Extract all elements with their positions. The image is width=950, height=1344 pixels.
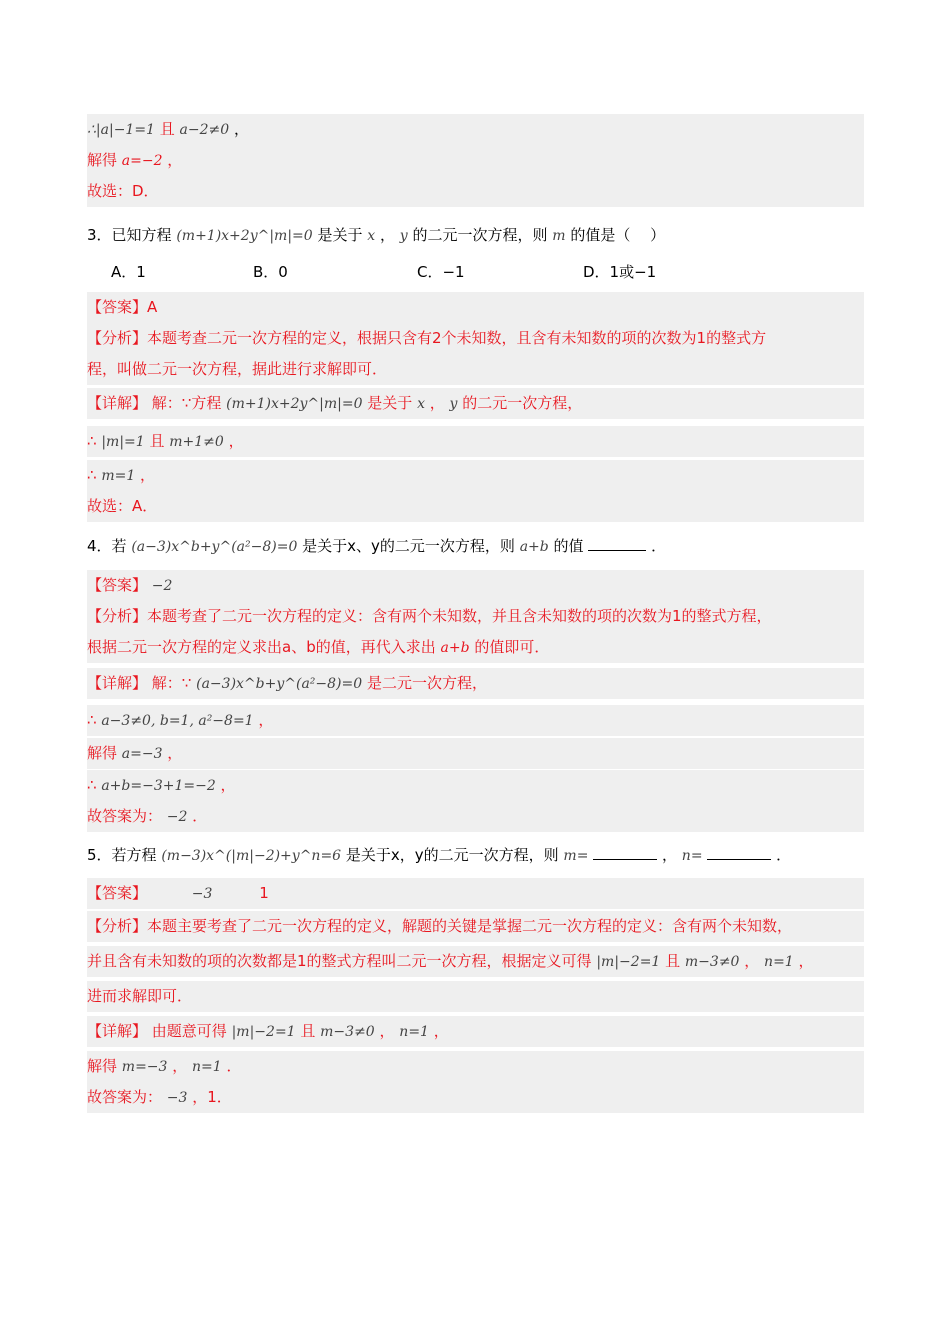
text: ． [192,807,208,825]
q3-detail-2 [87,426,864,457]
text: 解得 [87,151,118,169]
text: 且 [159,120,175,138]
math-expr: |m|−2=1 [231,1024,296,1040]
text: ， [220,776,236,794]
text: 是关于x，y的二元一次方程，则 [345,846,559,864]
text: ， [167,744,183,762]
q4-question [87,530,864,561]
text: 解得 [87,744,118,762]
math-expr: m+1≠0 [169,434,224,450]
section-label: 【详解】 [87,674,148,692]
q3-choose: 故选：A． [87,491,864,522]
answer-blank [588,530,646,551]
text: ， [167,151,183,169]
math-expr: |m|−2=1 [596,954,661,970]
text: 解：∵ [151,674,192,692]
math-expr: a+b=−3+1=−2 [101,778,216,794]
text: 并且含有未知数的项的次数都是1的整式方程叫二元一次方程，根据定义可得 [87,952,592,970]
text: ， [662,846,678,864]
text: ， [744,952,760,970]
q4-analysis-2 [87,632,864,663]
math-expr: x [417,396,425,412]
q4-detail-3 [87,738,864,769]
math-expr: (a−3)x^b+y^(a²−8)=0 [131,539,298,555]
q4-detail-2 [87,705,864,736]
math-expr: y [449,396,458,412]
math-expr: −3 [166,1090,188,1106]
text: 解：∵方程 [151,394,222,412]
math-expr: −2 [151,578,173,594]
math-expr: a=−2 [121,153,163,169]
q5-analysis-2 [87,946,864,977]
math-expr: a−3≠0, b=1, a²−8=1 [101,713,254,729]
math-expr: (m+1)x+2y^|m|=0 [226,396,363,412]
q2-therefore-line [87,114,864,145]
q3-analysis-2: 程，叫做二元一次方程，据此进行求解即可． [87,354,864,385]
question-number: 5．若方程 [87,846,157,864]
q3-detail-3 [87,460,864,491]
text: 的值 [553,537,584,555]
q2-solve-line [87,145,864,176]
text: ∴ [87,432,97,450]
option-d: D．1或−1 [583,263,657,281]
section-label: 【答案】 [87,576,148,594]
text: ， [172,1057,188,1075]
q4-detail-4 [87,770,864,801]
text: 的值是（ ） [570,226,666,244]
math-expr: m [552,228,566,244]
text: 是二元一次方程， [366,674,487,692]
q4-analysis-1: 【分析】本题考查了二元一次方程的定义：含有两个未知数，并且含未知数的项的次数为1的整式方程， [87,601,864,632]
text: 解得 [87,1057,118,1075]
math-expr: ∴|a|−1=1 [87,122,155,138]
text: ， [433,1022,449,1040]
q3-options [87,257,864,288]
math-expr: m−3≠0 [684,954,740,970]
text: ∴ [87,466,97,484]
q4-final [87,801,864,832]
math-expr: m−3≠0 [320,1024,375,1040]
math-expr: a+b [440,640,470,656]
text: 故答案为： [87,807,163,825]
math-expr: y [399,228,408,244]
text: ∴ [87,776,97,794]
option-c: C．−1 [417,263,465,281]
text: 的二元一次方程，则 [412,226,548,244]
text: ， [140,466,156,484]
text: ， [258,711,274,729]
q5-detail-1 [87,1016,864,1047]
q3-question [87,220,864,251]
q5-detail-2 [87,1051,864,1082]
question-number: 4．若 [87,537,127,555]
text: ． [226,1057,242,1075]
text: ， [379,226,395,244]
option-b: B．0 [253,263,288,281]
section-label: 【详解】 [87,394,148,412]
math-expr: n=1 [192,1059,222,1075]
section-label: 【详解】 [87,1022,148,1040]
math-expr: |m|=1 [101,434,145,450]
math-expr: x [367,228,376,244]
text: 是关于 [367,394,413,412]
math-expr: n=1 [764,954,794,970]
text: ， [233,120,249,138]
math-expr: −2 [166,809,188,825]
math-expr: (m−3)x^(|m|−2)+y^n=6 [161,848,342,864]
math-expr: a−2≠0 [179,122,230,138]
math-expr: m= [563,848,589,864]
math-expr: n= [681,848,703,864]
text: 根据二元一次方程的定义求出a、b的值，再代入求出 [87,638,436,656]
text: 是关于 [317,226,363,244]
text: 由题意可得 [151,1022,227,1040]
text: ，1． [192,1088,232,1106]
math-expr: a=−3 [121,746,163,762]
math-expr: (m+1)x+2y^|m|=0 [176,228,313,244]
text: 的值即可． [474,638,550,656]
option-a: A．1 [111,263,146,281]
math-expr: n=1 [399,1024,429,1040]
math-expr: −3 [191,886,213,902]
text: ， [429,394,445,412]
q3-answer: 【答案】A [87,292,864,323]
q5-answer [87,878,864,909]
math-expr: m=1 [101,468,136,484]
math-expr: (a−3)x^b+y^(a²−8)=0 [196,676,363,692]
text: ， [228,432,244,450]
q5-analysis-1: 【分析】本题主要考查了二元一次方程的定义，解题的关键是掌握二元一次方程的定义：含有两个未知数， [87,911,864,942]
text: ． [651,537,667,555]
text: ， [798,952,814,970]
q4-answer [87,570,864,601]
text: 且 [149,432,165,450]
q3-analysis-1: 【分析】本题考查二元一次方程的定义，根据只含有2个未知数，且含有未知数的项的次数为1的整式方 [87,323,864,354]
math-expr: m=−3 [121,1059,168,1075]
text: ． [776,846,792,864]
section-label: 【答案】 [87,884,148,902]
q3-detail-1 [87,388,864,419]
text: 且 [665,952,681,970]
q4-detail-1 [87,668,864,699]
q5-question [87,839,864,870]
q5-analysis-3: 进而求解即可． [87,981,864,1012]
answer-blank-m [593,839,657,860]
text: ， [379,1022,395,1040]
q5-final [87,1082,864,1113]
math-expr: a+b [519,539,549,555]
question-number: 3．已知方程 [87,226,172,244]
text: 且 [300,1022,316,1040]
text: 故答案为： [87,1088,163,1106]
text: 的二元一次方程， [462,394,583,412]
text: 1 [259,884,269,902]
q2-choose-line: 故选：D． [87,176,864,207]
answer-blank-n [707,839,771,860]
text: 是关于x、y的二元一次方程，则 [302,537,515,555]
text: ∴ [87,711,97,729]
